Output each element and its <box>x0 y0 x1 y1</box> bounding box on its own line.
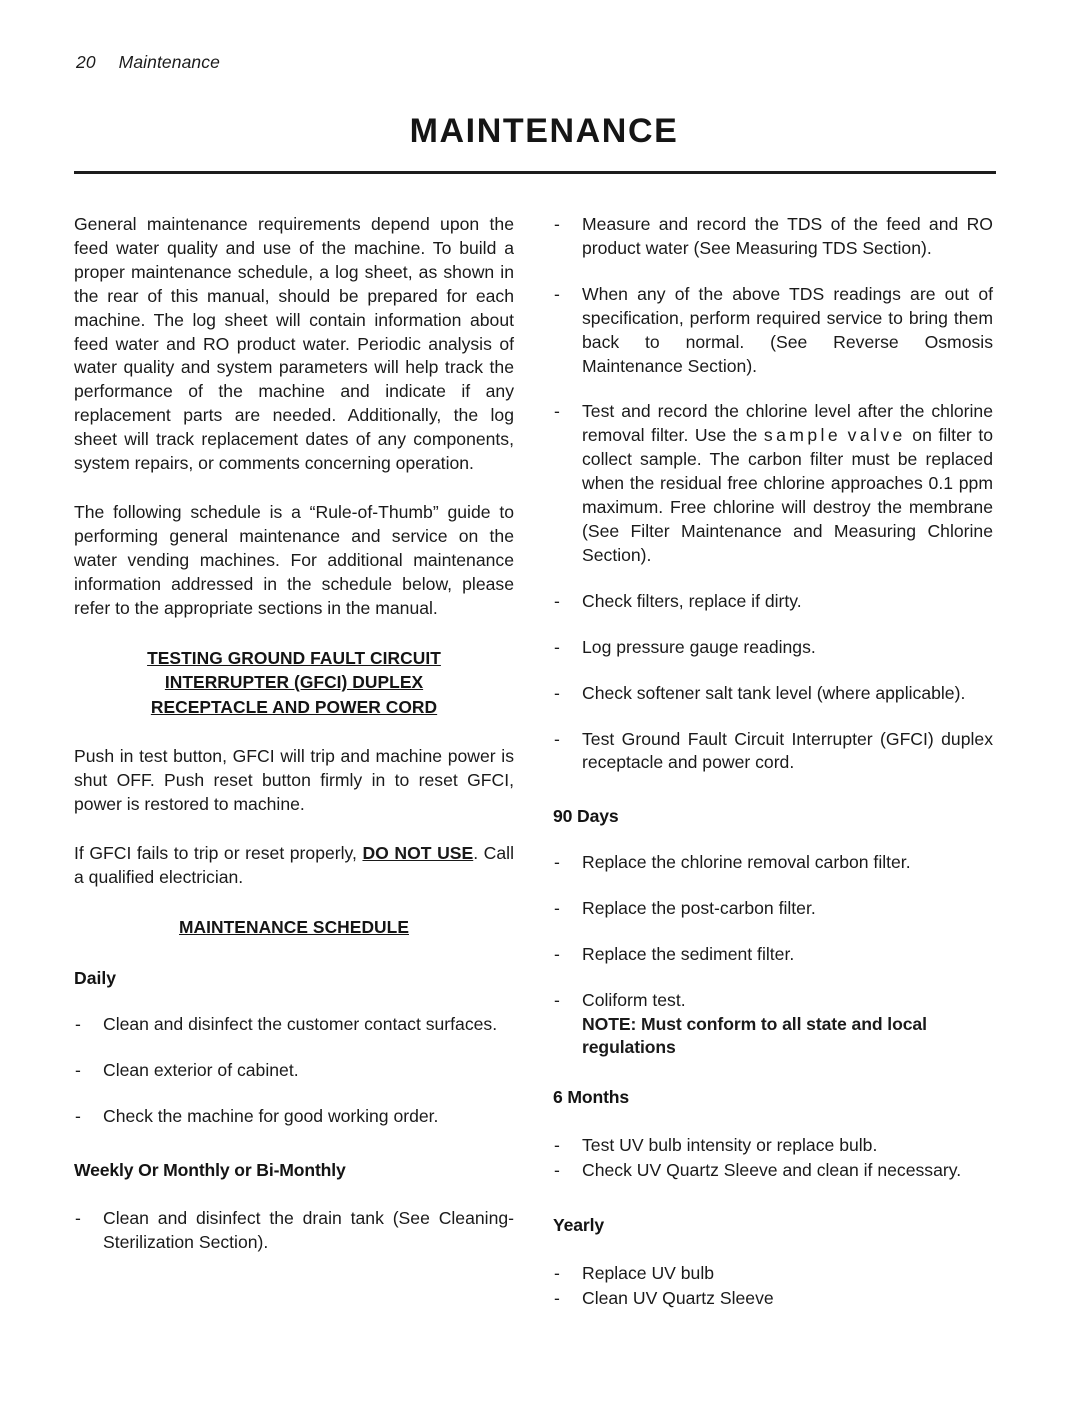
list-item-text: Test UV bulb intensity or replace bulb. <box>582 1134 878 1155</box>
months6-heading: 6 Months <box>553 1086 630 1107</box>
list-item-text: Log pressure gauge readings. <box>582 636 816 657</box>
list-item-text: Clean UV Quartz Sleeve <box>582 1287 774 1308</box>
gfci-warning-pre: If GFCI fails to trip or reset properly, <box>74 842 363 863</box>
list-item <box>553 590 993 614</box>
daily-list <box>74 1013 514 1129</box>
list-item <box>553 728 993 776</box>
months6-list <box>553 1134 993 1183</box>
list-item <box>553 1262 993 1286</box>
list-item-chlorine <box>553 400 993 567</box>
dash-bullet-icon: - <box>554 728 560 749</box>
dash-bullet-icon: - <box>554 636 560 657</box>
intro-paragraph-1: General maintenance requirements depend upon the feed water quality and use of the machine. To build a proper maintenance schedule, a log sheet, as shown in the rear of this manual, should be prepared for each machine. The log sheet will contain information about feed water and RO product water. Periodic analysis of water quality and system parameters will help track the performance of the machine and indicate if any replacement parts are needed. Additionally, the log sheet will track replacement dates of any components, system repairs, or comments concerning operation. <box>74 214 514 474</box>
dash-bullet-icon: - <box>75 1014 81 1035</box>
page-title: MAINTENANCE <box>409 112 679 150</box>
gfci-heading-line-3: RECEPTACLE AND POWER CORD <box>150 696 438 717</box>
dash-bullet-icon: - <box>554 682 560 703</box>
list-item-text: Replace the chlorine removal carbon filter. <box>582 852 911 873</box>
spacer <box>74 989 514 1013</box>
dash-bullet-icon: - <box>554 852 560 873</box>
days90-list <box>553 851 993 1060</box>
list-item-text: Clean and disinfect the drain tank (See Cleaning-Sterilization Section). <box>103 1207 514 1252</box>
list-item-text: Coliform test. <box>582 990 686 1011</box>
dash-bullet-icon: - <box>554 1134 560 1155</box>
yearly-heading: Yearly <box>553 1214 604 1235</box>
list-item <box>74 1207 514 1255</box>
dash-bullet-icon: - <box>554 990 560 1011</box>
do-not-use-emphasis: DO NOT USE <box>362 842 474 863</box>
dash-bullet-icon: - <box>554 944 560 965</box>
list-item <box>74 1059 514 1083</box>
list-item-text: Check softener salt tank level (where applicable). <box>582 682 966 703</box>
gfci-test-heading <box>74 646 514 720</box>
left-column <box>74 213 514 1255</box>
yearly-list <box>553 1262 993 1311</box>
list-item-text: Check UV Quartz Sleeve and clean if necessary. <box>582 1159 962 1180</box>
dash-bullet-icon: - <box>554 283 560 304</box>
list-item-text: Test Ground Fault Circuit Interrupter (GFCI) duplex receptacle and power cord. <box>582 728 993 773</box>
gfci-heading-line-1: TESTING GROUND FAULT CIRCUIT <box>147 647 441 668</box>
list-item-text: Measure and record the TDS of the feed and RO product water (See Measuring TDS Section). <box>582 214 993 258</box>
running-header <box>76 52 220 73</box>
list-item <box>553 943 993 967</box>
list-item-text: When any of the above TDS readings are out of specification, perform required service to bring them back to normal. (See Reverse Osmosis Maintenance Section). <box>582 283 993 376</box>
spacer <box>553 1184 993 1214</box>
list-item <box>553 897 993 921</box>
dash-bullet-icon: - <box>75 1059 81 1080</box>
list-item <box>553 213 993 261</box>
list-item <box>553 283 993 379</box>
list-item-text: Clean and disinfect the customer contact surfaces. <box>103 1014 498 1035</box>
list-item-text: Replace UV bulb <box>582 1262 715 1283</box>
dash-bullet-icon: - <box>75 1207 81 1228</box>
spacer <box>553 1060 993 1086</box>
gfci-heading-line-2: INTERRUPTER (GFCI) DUPLEX <box>164 672 424 692</box>
spacer <box>553 827 993 851</box>
daily-heading: Daily <box>74 968 117 989</box>
intro-paragraph-2: The following schedule is a “Rule-of-Thumb” guide to performing general maintenance and service on the water vending machines. For additional maintenance information addressed in the schedule below, please refer to the appropriate sections in the manual. <box>74 501 514 618</box>
maintenance-schedule-heading-text: MAINTENANCE SCHEDULE <box>179 916 409 937</box>
list-item <box>74 1105 514 1129</box>
spacer <box>553 1108 993 1134</box>
chlorine-text-sample: sample <box>763 425 842 446</box>
spacer <box>74 719 514 745</box>
dash-bullet-icon: - <box>554 1287 560 1308</box>
gfci-paragraph-2 <box>74 842 514 890</box>
list-item <box>553 1159 993 1183</box>
list-item-coliform <box>553 989 993 1060</box>
chlorine-text-valve: valve <box>847 425 906 446</box>
chlorine-text-part-3: on filter to collect sample. The carbon filter must be replaced when the residual free chlorine approaches 0.1 ppm maximum. Free chlorine will destroy the membrane (See Filter Maintenance and Measuring Chlorine Section). <box>582 425 993 565</box>
list-item-text: Replace the sediment filter. <box>582 944 795 965</box>
list-item <box>553 851 993 875</box>
list-item-text: Clean exterior of cabinet. <box>103 1059 299 1080</box>
header-section-name: Maintenance <box>118 52 220 72</box>
list-item <box>553 1134 993 1158</box>
list-item-text: Replace the post-carbon filter. <box>582 898 816 919</box>
spacer <box>553 775 993 805</box>
gfci-warning-post: . Call a qualified electrician. <box>74 842 514 887</box>
dash-bullet-icon: - <box>554 1262 560 1283</box>
list-item <box>553 682 993 706</box>
weekly-monthly-list-continued <box>553 213 993 775</box>
days90-heading: 90 Days <box>553 806 619 827</box>
spacer <box>74 1129 514 1159</box>
dash-bullet-icon: - <box>554 898 560 919</box>
chlorine-text-part-2 <box>841 425 848 445</box>
weekly-monthly-heading: Weekly Or Monthly or Bi-Monthly <box>74 1159 346 1180</box>
chlorine-text-part-1: Test and record the chlorine level after the chlorine removal filter. Use the <box>582 401 993 446</box>
dash-bullet-icon: - <box>75 1105 81 1126</box>
list-item <box>553 1287 993 1311</box>
list-item <box>74 1013 514 1037</box>
dash-bullet-icon: - <box>554 1159 560 1180</box>
right-column <box>553 213 993 1312</box>
page-number: 20 <box>76 52 96 72</box>
coliform-note: NOTE: Must conform to all state and local regulations <box>582 1013 927 1058</box>
maintenance-schedule-heading <box>74 915 514 940</box>
dash-bullet-icon: - <box>554 590 560 611</box>
gfci-paragraph-1: Push in test button, GFCI will trip and machine power is shut OFF. Push reset button firmly in to reset GFCI, power is restored to machine. <box>74 746 514 814</box>
spacer <box>553 1236 993 1262</box>
list-item-text: Check the machine for good working order. <box>103 1105 439 1126</box>
spacer <box>74 1181 514 1207</box>
dash-bullet-icon: - <box>554 214 560 234</box>
dash-bullet-icon: - <box>554 401 560 422</box>
list-item <box>553 636 993 660</box>
weekly-monthly-list <box>74 1207 514 1255</box>
title-divider <box>74 171 996 174</box>
spacer <box>74 939 514 967</box>
list-item-text: Check filters, replace if dirty. <box>582 590 802 611</box>
